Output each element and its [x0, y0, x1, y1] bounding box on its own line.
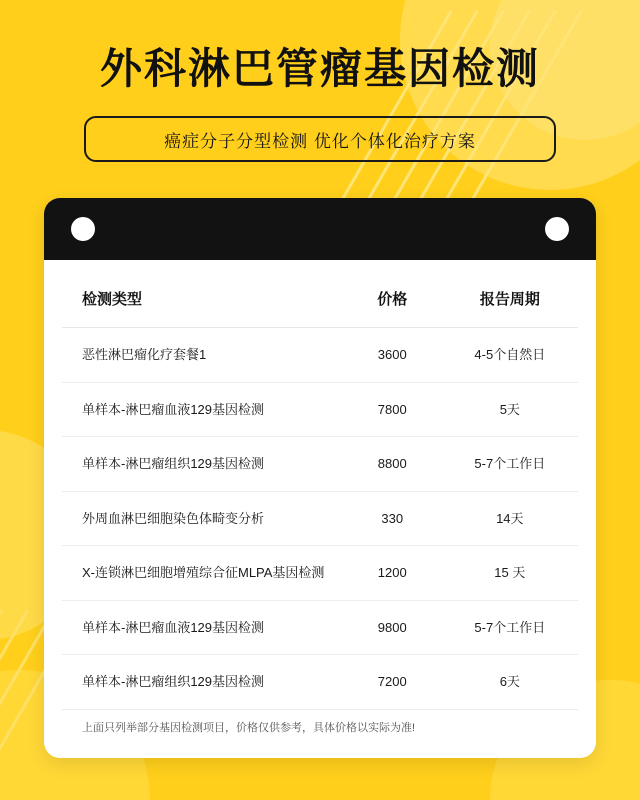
table-row	[62, 328, 578, 383]
table-row	[62, 382, 578, 437]
cell-period: 14天	[442, 491, 578, 546]
card-header-bar	[44, 198, 596, 260]
cell-price: 7200	[377, 674, 407, 689]
cell-price: 7800	[343, 382, 442, 437]
cell-period: 15 天	[442, 546, 578, 601]
cell-price: 9800	[343, 600, 442, 655]
column-header-price: 价格	[343, 266, 442, 328]
table-footnote: 上面只列举部分基因检测项目，价格仅供参考，具体价格以实际为准!	[62, 709, 578, 738]
cell-type: 单样本-淋巴瘤血液129基因检测	[62, 600, 343, 655]
column-header-period: 报告周期	[442, 266, 578, 328]
cell-period: 5-7个工作日	[442, 437, 578, 492]
cell-type: 单样本-淋巴瘤组织129基因检测	[62, 437, 343, 492]
subtitle-badge	[84, 116, 556, 162]
table-row	[62, 600, 578, 655]
card-dot-right-icon	[545, 217, 569, 241]
page-title: 外科淋巴管瘤基因检测	[99, 45, 540, 92]
card-dot-left-icon	[71, 217, 95, 241]
cell-period: 4-5个自然日	[442, 328, 578, 383]
price-table-wrapper	[44, 266, 596, 709]
price-card	[44, 198, 596, 758]
cell-period: 6天	[499, 674, 520, 689]
table-row	[62, 491, 578, 546]
table-row	[62, 437, 578, 492]
cell-price: 1200	[343, 546, 442, 601]
cell-price: 3600	[343, 328, 442, 383]
column-header-type: 检测类型	[62, 266, 343, 328]
cell-price: 8800	[343, 437, 442, 492]
table-header-row	[62, 266, 578, 328]
cell-period: 5天	[442, 382, 578, 437]
cell-period: 5-7个工作日	[442, 600, 578, 655]
page-subtitle: 癌症分子分型检测 优化个体化治疗方案	[164, 131, 476, 151]
cell-type: 外周血淋巴细胞染色体畸变分析	[62, 491, 343, 546]
page-header	[0, 0, 640, 162]
cell-type: 恶性淋巴瘤化疗套餐1	[62, 328, 343, 383]
cell-price: 330	[343, 491, 442, 546]
price-table-body	[62, 328, 578, 709]
table-row	[62, 546, 578, 601]
price-table	[62, 266, 578, 709]
cell-type: 单样本-淋巴瘤血液129基因检测	[62, 382, 343, 437]
table-row	[62, 655, 578, 709]
cell-type: X-连锁淋巴细胞增殖综合征MLPA基因检测	[62, 546, 343, 601]
cell-type: 单样本-淋巴瘤组织129基因检测	[82, 674, 265, 689]
